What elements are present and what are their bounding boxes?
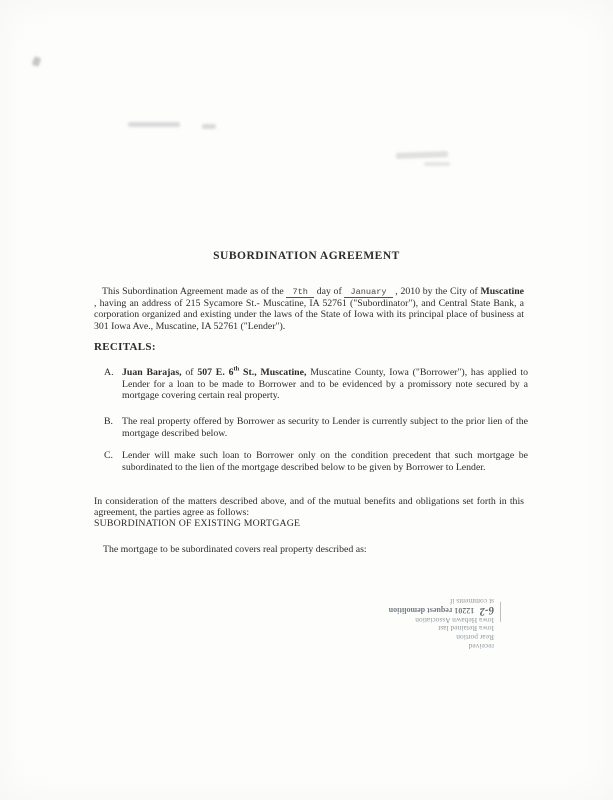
- text-segment: This Subordination Agreement made as of the: [102, 285, 287, 297]
- scan-artifact: [202, 124, 216, 129]
- text-segment: day of: [313, 285, 345, 297]
- section-heading: SUBORDINATION OF EXISTING MORTGAGE: [94, 518, 301, 529]
- scan-artifact: [424, 162, 450, 166]
- upside-down-stamp: [344, 596, 494, 650]
- recital-item-a: [104, 367, 528, 402]
- text-segment: of: [181, 367, 198, 378]
- intro-paragraph: [94, 286, 524, 333]
- recital-text: The real property offered by Borrower as security to Lender is currently subject to the prior lien of the mortgage described below.: [122, 416, 528, 439]
- scan-artifact: [396, 151, 448, 159]
- stamp-edge-line: [500, 602, 501, 622]
- text-segment: , 2010 by the City of: [392, 285, 481, 297]
- typed-month-blank: January: [344, 287, 392, 298]
- recitals-heading: RECITALS:: [94, 341, 156, 353]
- consideration-paragraph: In consideration of the matters described above, and of the mutual benefits and obligations set forth in this agreement, the parties agree as follows:: [94, 495, 524, 519]
- document-title: SUBORDINATION AGREEMENT: [213, 250, 400, 262]
- borrower-name-bold: Juan Barajas,: [122, 367, 182, 378]
- recital-marker: A.: [104, 367, 114, 378]
- city-name-bold: Muscatine: [480, 285, 525, 297]
- typed-day-blank: 7th: [286, 287, 313, 298]
- recital-text: [122, 367, 528, 402]
- handwritten-mark: 6-2: [478, 603, 495, 618]
- recital-item-c: [104, 450, 528, 473]
- text-segment: Muscatine County, Iowa ("Borrower"), has applied to Lender for a loan to be made to Borrower and to be evidenced by a promissory note secured by a mortgage covering certain real property.: [122, 367, 529, 402]
- address-bold: St., Muscatine,: [239, 367, 307, 378]
- stamp-line: Iowa Retained last: [438, 624, 494, 634]
- recital-item-b: [104, 416, 528, 439]
- ordinal-superscript: th: [233, 365, 240, 373]
- scan-artifact: [32, 56, 42, 67]
- stamp-line: Iowa Hebawn Association: [415, 615, 494, 625]
- stamp-line-text: 12201 request demolition: [388, 605, 475, 615]
- stamp-line-emphasized: [344, 603, 495, 618]
- stamp-line: Rear portion: [456, 632, 494, 642]
- text-segment: , having an address of 215 Sycamore St.- Muscatine, IA 52761 ("Subordinator"), and Central State Bank, a corporation organized and existing under the laws of the State of Iowa with its principal place of business at 301 Iowa Ave., Muscatine, IA 52761 ("Lender").: [94, 297, 524, 332]
- recital-marker: C.: [104, 450, 113, 461]
- address-bold: 507 E. 6: [197, 367, 234, 378]
- scan-artifact: [128, 122, 180, 127]
- stamp-line: st comments if: [449, 596, 494, 606]
- stamp-line: received: [468, 641, 494, 651]
- property-description-line: The mortgage to be subordinated covers real property described as:: [103, 544, 367, 555]
- recital-marker: B.: [104, 416, 113, 427]
- recital-text: Lender will make such loan to Borrower only on the condition precedent that such mortgage be subordinated to the lien of the mortgage described below to be given by Borrower to Lender.: [122, 450, 528, 473]
